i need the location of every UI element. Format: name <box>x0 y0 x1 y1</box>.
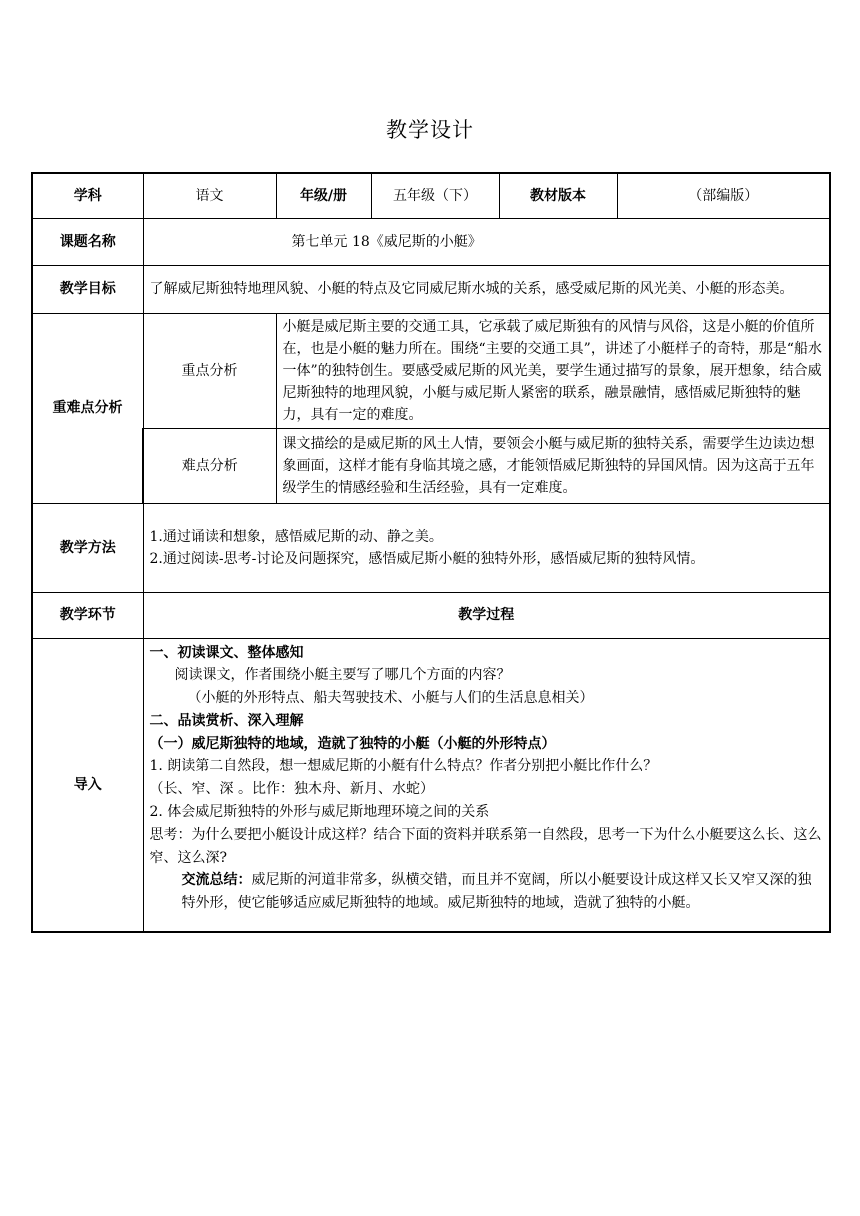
question-2: 2. 体会威尼斯独特的外形与威尼斯地理环境之间的关系 <box>149 804 490 821</box>
key-analysis-text: 小艇是威尼斯主要的交通工具，它承载了威尼斯独有的风情与风俗，这是小艇的价值所在，也是小艇的魅力所在。围绕“主要的交通工具”，讲述了小艇样子的奇特，那是“船水一体”的独特创生。要感受威尼斯的风光美，要学生通过描写的景象，展开想象，结合威尼斯独特的地理风貌，小艇与威尼斯人紧密的联系，融景融情，感悟威尼斯独特的魅力，具有一定的难度。 <box>276 313 830 428</box>
method-line-2: 2.通过阅读-思考-讨论及问题探究，感悟威尼斯小艇的独特外形，感悟威尼斯的独特风情。 <box>149 550 705 567</box>
section-1-answer: （小艇的外形特点、船夫驾驶技术、小艇与人们的生活息息相关） <box>187 690 594 707</box>
subject-value: 语文 <box>143 173 276 218</box>
row-goal <box>32 265 830 313</box>
answer-1: （长、窄、深 。比作：独木舟、新月、水蛇） <box>149 781 434 798</box>
grade-value: 五年级（下） <box>371 173 499 218</box>
stage-header: 教学环节 <box>32 592 143 638</box>
topic-label: 课题名称 <box>32 218 143 265</box>
intro-label: 导入 <box>32 638 143 932</box>
summary-paragraph <box>150 869 824 915</box>
row-process-header <box>32 592 830 638</box>
section-1-question: 阅读课文，作者围绕小艇主要写了哪几个方面的内容？ <box>174 667 511 684</box>
section-2-title: 二、品读赏析、深入理解 <box>149 712 304 729</box>
row-basic-info <box>32 173 830 218</box>
method-content <box>143 503 830 592</box>
row-method <box>32 503 830 592</box>
question-1: 1. 朗读第二自然段，想一想威尼斯的小艇有什么特点？作者分别把小艇比作什么？ <box>149 758 658 775</box>
row-key-analysis <box>32 313 830 428</box>
row-topic <box>32 218 830 265</box>
method-label: 教学方法 <box>32 503 143 592</box>
edition-label: 教材版本 <box>499 173 617 218</box>
method-line-1: 1.通过诵读和想象，感悟威尼斯的动、静之美。 <box>149 528 443 545</box>
think-prompt: 思考：为什么要把小艇设计成这样？结合下面的资料并联系第一自然段，思考一下为什么小艇要这么长、这么窄、这么深? <box>149 826 822 866</box>
subject-label: 学科 <box>32 173 143 218</box>
page-title: 教学设计 <box>386 118 474 142</box>
process-header: 教学过程 <box>143 592 830 638</box>
hard-analysis-label: 难点分析 <box>143 428 276 503</box>
lesson-plan-table <box>31 172 831 933</box>
topic-value: 第七单元 18《威尼斯的小艇》 <box>143 218 830 265</box>
summary-label: 交流总结： <box>181 872 252 889</box>
edition-value: （部编版） <box>617 173 830 218</box>
row-hard-analysis <box>32 428 830 503</box>
grade-label: 年级/册 <box>276 173 371 218</box>
row-intro <box>32 638 830 932</box>
intro-content <box>143 638 830 932</box>
goal-label: 教学目标 <box>32 265 143 313</box>
section-2-subtitle: （一）威尼斯独特的地域，造就了独特的小艇（小艇的外形特点） <box>149 735 556 752</box>
goal-value: 了解威尼斯独特地理风貌、小艇的特点及它同威尼斯水城的关系，感受威尼斯的风光美、小艇的形态美。 <box>143 265 830 313</box>
key-analysis-label: 重点分析 <box>143 313 276 428</box>
section-1-title: 一、初读课文、整体感知 <box>149 644 304 661</box>
analysis-label: 重难点分析 <box>32 313 143 503</box>
summary-text: 威尼斯的河道非常多，纵横交错，而且并不宽阔，所以小艇要设计成这样又长又窄又深的独特外形，使它能够适应威尼斯独特的地域。威尼斯独特的地域，造就了独特的小艇。 <box>181 872 812 912</box>
hard-analysis-text: 课文描绘的是威尼斯的风土人情，要领会小艇与威尼斯的独特关系，需要学生边读边想象画面，这样才能有身临其境之感，才能领悟威尼斯独特的异国风情。因为这高于五年级学生的情感经验和生活经验，具有一定难度。 <box>276 428 830 503</box>
